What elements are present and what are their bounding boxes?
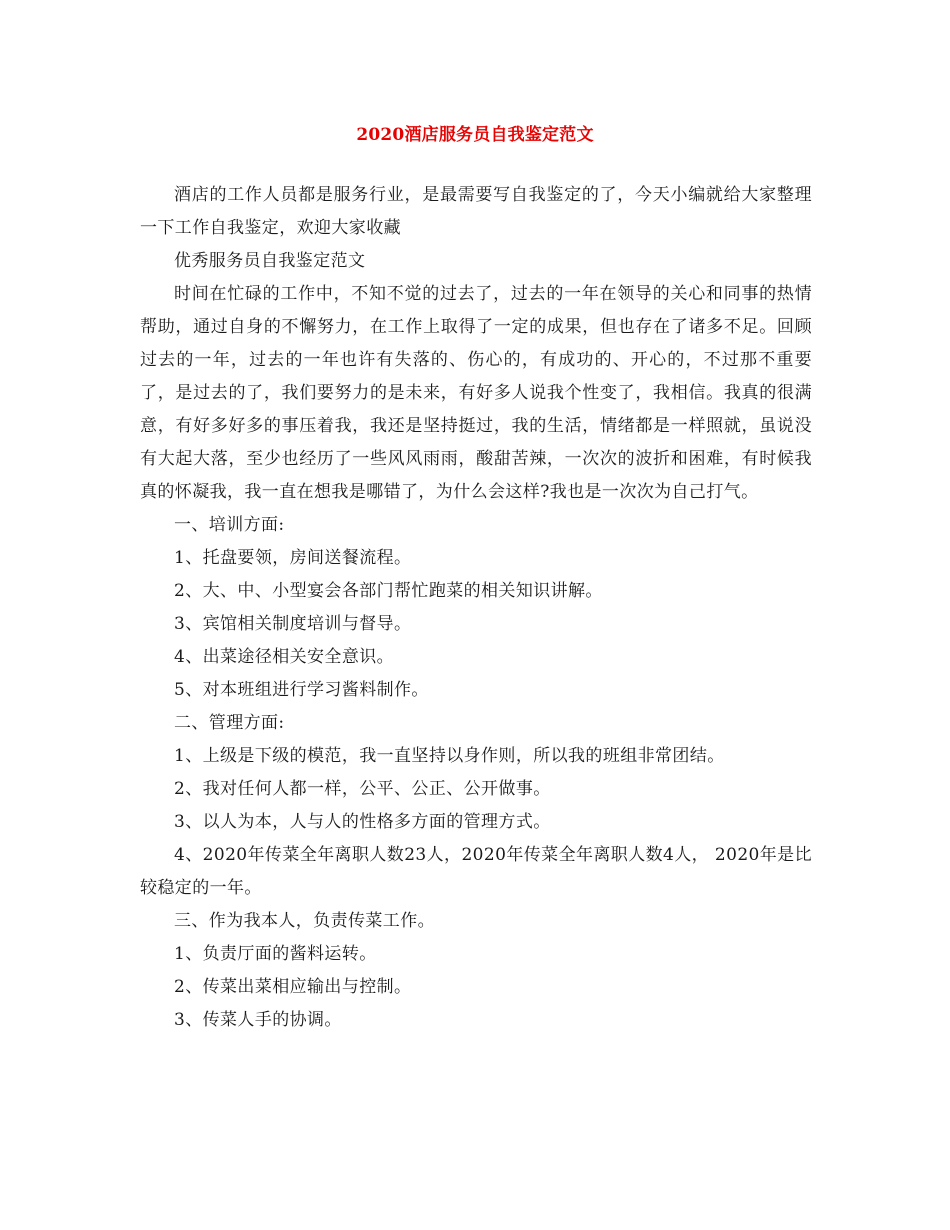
list-item: 2、大、中、小型宴会各部门帮忙跑菜的相关知识讲解。 xyxy=(174,581,603,601)
list-item: 1、负责厅面的酱料运转。 xyxy=(174,944,377,964)
document-title: 2020酒店服务员自我鉴定范文 xyxy=(356,125,594,145)
intro-paragraph: 酒店的工作人员都是服务行业，是最需要写自我鉴定的了，今天小编就给大家整理一下工作自我鉴定，欢迎大家收藏 xyxy=(140,185,812,238)
list-item: 2、传菜出菜相应输出与控制。 xyxy=(174,977,412,997)
list-item: 3、宾馆相关制度培训与督导。 xyxy=(174,614,412,634)
list-item: 4、2020年传菜全年离职人数23人，2020年传菜全年离职人数4人， 2020年是比较稳定的一年。 xyxy=(140,845,812,898)
list-item: 1、托盘要领，房间送餐流程。 xyxy=(174,548,412,568)
list-item: 1、上级是下级的模范，我一直坚持以身作则，所以我的班组非常团结。 xyxy=(174,746,725,766)
list-item: 5、对本班组进行学习酱料制作。 xyxy=(174,680,429,700)
subheading: 优秀服务员自我鉴定范文 xyxy=(174,251,366,271)
section-heading-self: 三、作为我本人，负责传菜工作。 xyxy=(174,911,435,931)
list-item: 2、我对任何人都一样，公平、公正、公开做事。 xyxy=(174,779,551,799)
list-item: 3、传菜人手的协调。 xyxy=(174,1010,342,1030)
section-heading-training: 一、培训方面: xyxy=(174,515,285,535)
document-body xyxy=(140,179,812,1037)
list-item: 4、出菜途径相关安全意识。 xyxy=(174,647,395,667)
section-heading-management: 二、管理方面: xyxy=(174,713,285,733)
list-item: 3、以人为本，人与人的性格多方面的管理方式。 xyxy=(174,812,551,832)
main-paragraph: 时间在忙碌的工作中，不知不觉的过去了，过去的一年在领导的关心和同事的热情帮助，通过自身的不懈努力，在工作上取得了一定的成果，但也存在了诸多不足。回顾过去的一年，过去的一年也许有失落的、伤心的，有成功的、开心的，不过那不重要了，是过去的了，我们要努力的是未来，有好多人说我个性变了，我相信。我真的很满意，有好多好多的事压着我，我还是坚持挺过，我的生活，情绪都是一样照就，虽说没有大起大落，至少也经历了一些风风雨雨，酸甜苦辣，一次次的波折和困难，有时候我真的怀凝我，我一直在想我是哪错了，为什么会这样?我也是一次次为自己打气。 xyxy=(140,284,812,502)
